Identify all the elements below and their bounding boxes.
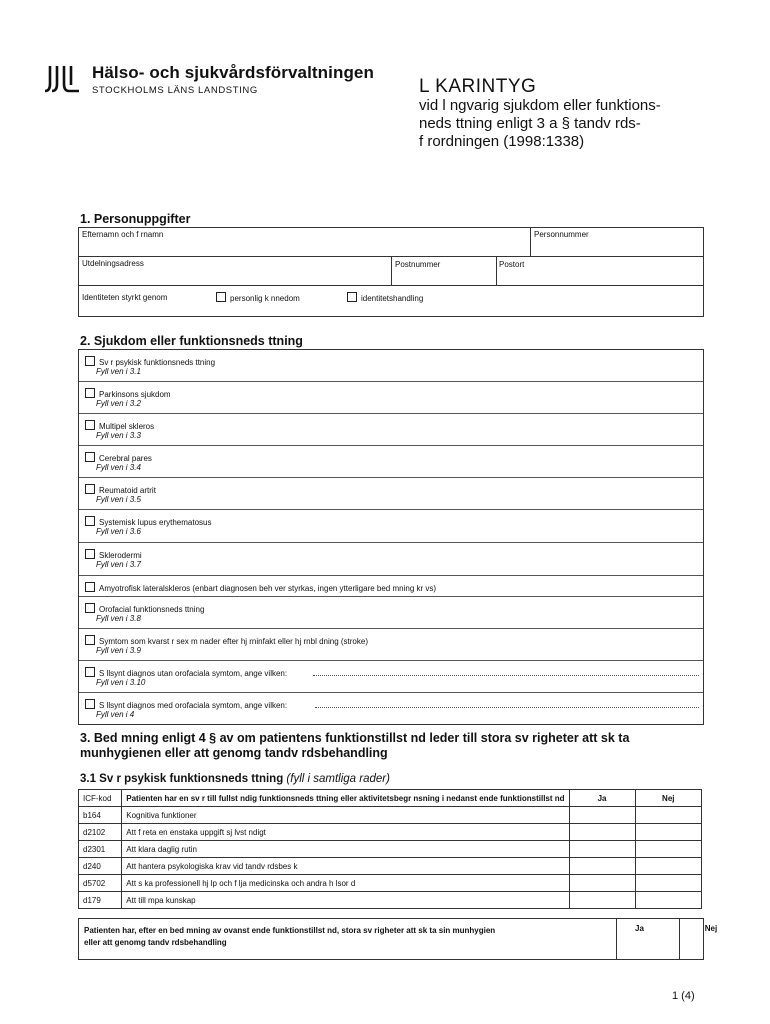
diagnosis-item[interactable]: Multipel skleros Fyll ven i 3.3	[79, 414, 703, 446]
ja-cell[interactable]	[616, 919, 617, 959]
table-row	[79, 841, 702, 858]
checkbox[interactable]	[85, 420, 95, 430]
postal-code-field[interactable]: Postnummer	[395, 260, 441, 269]
diagnosis-text-line[interactable]	[315, 707, 699, 708]
diagnosis-item[interactable]: Systemisk lupus erythematosus Fyll ven i 3.6	[79, 510, 703, 543]
icf-code: d240	[79, 858, 122, 875]
checkbox[interactable]	[85, 635, 95, 645]
diagnosis-item[interactable]: Sv r psykisk funktionsneds ttning Fyll ven i 3.1	[79, 350, 703, 382]
page-number: 1 (4)	[672, 990, 695, 1002]
personal-number-field[interactable]: Personnummer	[534, 230, 589, 239]
ja-cell[interactable]	[569, 858, 635, 875]
ja-cell[interactable]	[569, 824, 635, 841]
sll-logo-icon	[44, 64, 80, 94]
identity-option-document[interactable]: identitetshandling	[347, 292, 423, 303]
ja-cell[interactable]	[569, 841, 635, 858]
function-description: Kognitiva funktioner	[122, 807, 569, 824]
diagnosis-item[interactable]: Parkinsons sjukdom Fyll ven i 3.2	[79, 382, 703, 414]
ja-header: Ja	[635, 924, 644, 933]
nej-cell[interactable]	[635, 858, 701, 875]
diagnosis-text-line[interactable]	[313, 675, 699, 676]
overall-assessment-question: Patienten har, efter en bed mning av ovanst ende funktionstillst nd, stora sv righeter att sk ta sin munhygien eller att genomg tandv rdsbehandling	[84, 926, 496, 947]
diagnosis-list	[78, 349, 704, 725]
document-subtitle-line-3: f rordningen (1998:1338)	[419, 133, 585, 150]
nej-header: Nej	[704, 924, 718, 933]
checkbox[interactable]	[85, 549, 95, 559]
function-description: Att f reta en enstaka uppgift sj lvst ndigt	[122, 824, 569, 841]
section-3-heading-line-1: 3. Bed mning enligt 4 § av om patientens funktionstillst nd leder till stora sv righeter att sk ta	[80, 731, 630, 745]
nej-cell[interactable]	[635, 892, 701, 909]
personal-details-box	[78, 227, 704, 317]
overall-assessment-box	[78, 918, 718, 960]
document-title: L KARINTYG	[419, 76, 537, 97]
ja-header: Ja	[569, 790, 635, 807]
ja-cell[interactable]	[569, 892, 635, 909]
diagnosis-item[interactable]: Orofacial funktionsneds ttning Fyll ven i 3.8	[79, 597, 703, 629]
nej-cell[interactable]	[635, 875, 701, 892]
icf-code: d2301	[79, 841, 122, 858]
icf-code: d5702	[79, 875, 122, 892]
checkbox[interactable]	[85, 484, 95, 494]
city-field[interactable]: Postort	[499, 260, 525, 269]
table-row	[79, 858, 702, 875]
table-header-row	[79, 790, 702, 807]
section-3-heading-line-2: munhygienen eller att genomg tandv rdsbehandling	[80, 746, 388, 760]
description-header: Patienten har en sv r till fullst ndig funktionsneds ttning eller aktivitetsbegr nsning i nedanst ende funktionstillst nd	[122, 790, 569, 807]
table-row	[79, 875, 702, 892]
diagnosis-item[interactable]: Cerebral pares Fyll ven i 3.4	[79, 446, 703, 478]
diagnosis-item[interactable]: Amyotrofisk lateralskleros (enbart diagnosen beh ver styrkas, ingen ytterligare bed mning kr vs)	[79, 576, 703, 597]
diagnosis-item[interactable]: S llsynt diagnos utan orofaciala symtom, ange vilken: Fyll ven i 3.10	[79, 661, 703, 693]
table-row	[79, 892, 702, 909]
icf-code: b164	[79, 807, 122, 824]
function-description: Att till mpa kunskap	[122, 892, 569, 909]
organization-name: Hälso- och sjukvårdsförvaltningen	[92, 63, 374, 82]
nej-header: Nej	[635, 790, 701, 807]
checkbox[interactable]	[85, 699, 95, 709]
icf-code: d2102	[79, 824, 122, 841]
ja-cell[interactable]	[569, 875, 635, 892]
checkbox[interactable]	[85, 667, 95, 677]
nej-cell[interactable]	[635, 807, 701, 824]
checkbox[interactable]	[347, 292, 357, 302]
table-row	[79, 824, 702, 841]
checkbox[interactable]	[85, 356, 95, 366]
function-description: Att hantera psykologiska krav vid tandv rdsbes k	[122, 858, 569, 875]
checkbox[interactable]	[85, 582, 95, 592]
checkbox[interactable]	[85, 388, 95, 398]
checkbox[interactable]	[85, 603, 95, 613]
section-3-1-heading: 3.1 Sv r psykisk funktionsneds ttning (fyll i samtliga rader)	[80, 773, 390, 785]
ja-cell[interactable]	[569, 807, 635, 824]
section-1-heading: 1. Personuppgifter	[80, 212, 191, 226]
function-description: Att s ka professionell hj lp och f lja medicinska och andra h lsor d	[122, 875, 569, 892]
diagnosis-item[interactable]: S llsynt diagnos med orofaciala symtom, ange vilken: Fyll ven i 4	[79, 693, 703, 724]
icf-table	[78, 789, 702, 909]
section-2-heading: 2. Sjukdom eller funktionsneds ttning	[80, 334, 303, 348]
table-row	[79, 807, 702, 824]
identity-option-personal[interactable]: personlig k nnedom	[216, 292, 300, 303]
nej-cell[interactable]	[635, 841, 701, 858]
checkbox[interactable]	[85, 452, 95, 462]
identity-label: Identiteten styrkt genom	[82, 293, 168, 302]
checkbox[interactable]	[85, 516, 95, 526]
document-subtitle-line-1: vid l ngvarig sjukdom eller funktions-	[419, 97, 661, 114]
name-field[interactable]: Efternamn och f rnamn	[82, 230, 164, 239]
document-subtitle-line-2: neds ttning enligt 3 a § tandv rds-	[419, 115, 641, 132]
diagnosis-item[interactable]: Sklerodermi Fyll ven i 3.7	[79, 543, 703, 576]
diagnosis-item[interactable]: Symtom som kvarst r sex m nader efter hj rninfakt eller hj rnbl dning (stroke) Fyll ven i 3.9	[79, 629, 703, 661]
icf-code: d179	[79, 892, 122, 909]
icf-code-header: ICF-kod	[79, 790, 122, 807]
address-field[interactable]: Utdelningsadress	[82, 259, 144, 268]
function-description: Att klara daglig rutin	[122, 841, 569, 858]
nej-cell[interactable]	[635, 824, 701, 841]
diagnosis-item[interactable]: Reumatoid artrit Fyll ven i 3.5	[79, 478, 703, 510]
organization-subtitle: STOCKHOLMS LÄNS LANDSTING	[92, 85, 258, 96]
checkbox[interactable]	[216, 292, 226, 302]
